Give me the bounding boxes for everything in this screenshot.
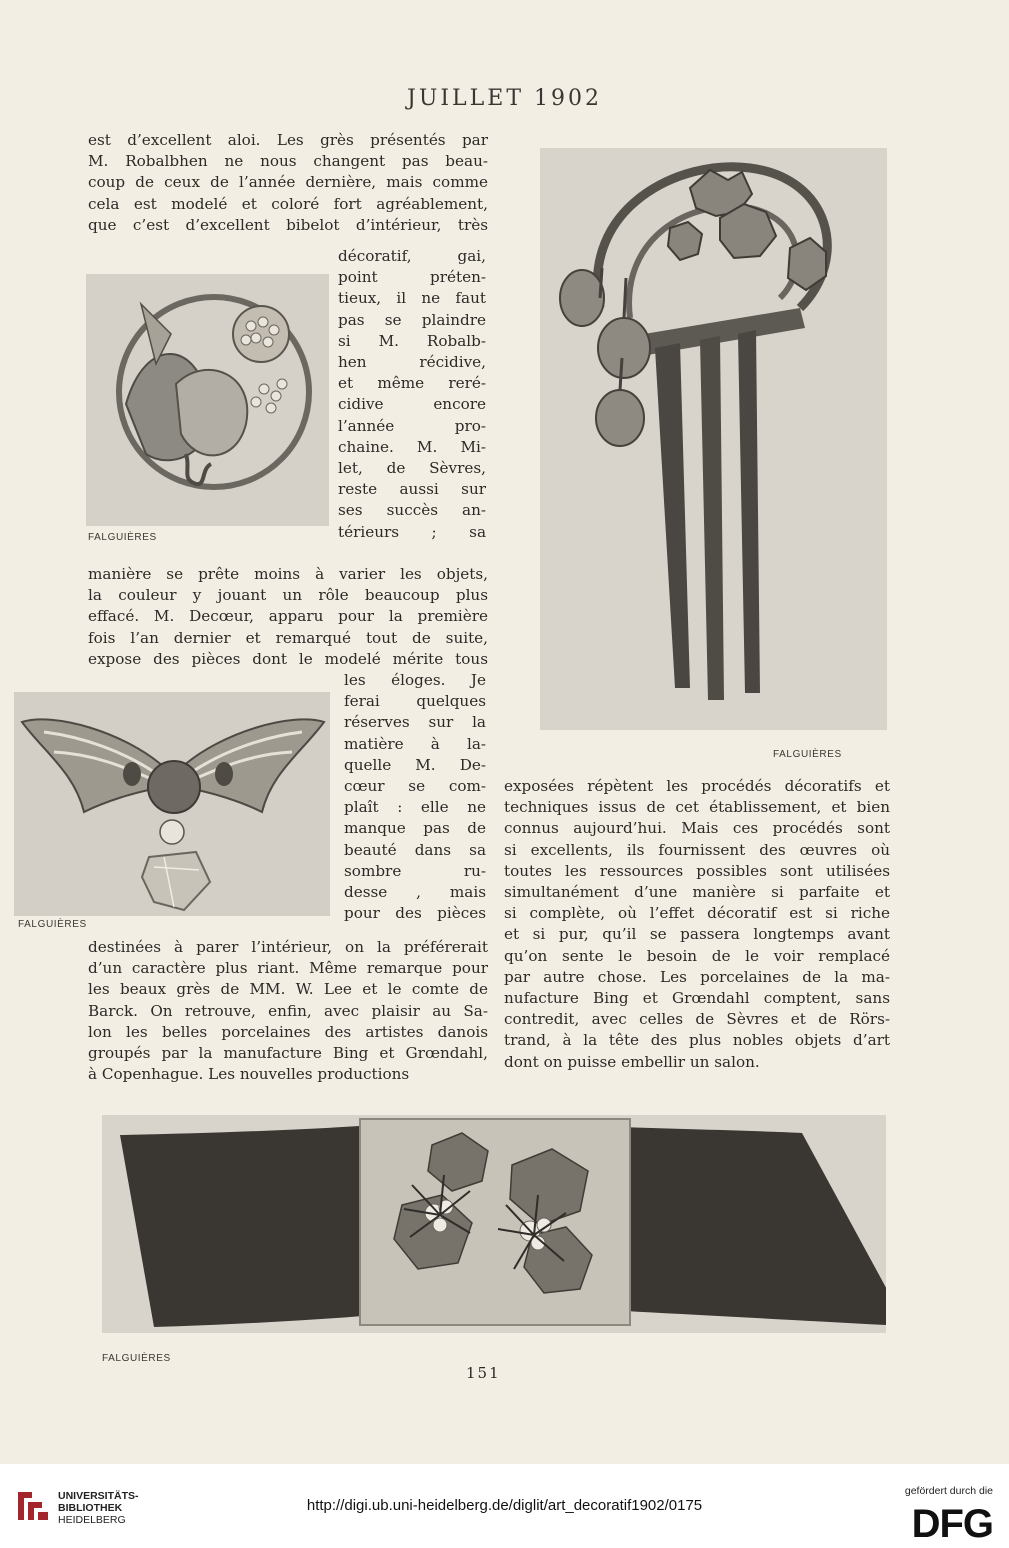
text-line: expose des pièces dont le modelé mérite tous: [88, 649, 488, 668]
caption-belt-buckle: FALGUIÈRES: [102, 1353, 171, 1364]
caption-butterfly: FALGUIÈRES: [18, 919, 87, 930]
text-line: si excellents, ils fournissent des œuvres où: [504, 840, 890, 859]
text-line: térieurs ; sa: [338, 522, 486, 541]
text-line: à Copenhague. Les nouvelles productions: [88, 1065, 410, 1084]
photo-hair-comb: [540, 148, 887, 730]
source-url-link[interactable]: http://digi.ub.uni-heidelberg.de/diglit/art_decoratif1902/0175: [306, 1497, 703, 1514]
text-line: dont on puisse embellir un salon.: [504, 1052, 760, 1071]
text-line: chaine. M. Mi-: [338, 437, 486, 456]
text-line: cidive encore: [338, 395, 486, 414]
text-line: cela est modelé et coloré fort agréablement,: [88, 194, 488, 213]
text-line: sombre ru-: [344, 861, 486, 880]
text-line: ses succès an-: [338, 501, 486, 520]
text-line: manière se prête moins à varier les objets,: [88, 565, 488, 583]
text-line: si M. Robalb-: [338, 331, 486, 350]
text-line: si complète, où l’effet décoratif est si riche: [504, 904, 890, 923]
photo-belt-buckle: [102, 1115, 886, 1333]
text-line: effacé. M. Decœur, apparu pour la première: [88, 607, 488, 626]
page-header: JUILLET 1902: [407, 86, 602, 111]
text-line: point préten-: [338, 268, 486, 287]
text-line: coup de ceux de l’année dernière, mais comme: [88, 173, 488, 192]
text-line: simultanément d’une manière si parfaite et: [504, 883, 890, 902]
text-line: lon les belles porcelaines des artistes danois: [88, 1022, 488, 1041]
text-line: par autre chose. Les porcelaines de la ma-: [504, 967, 890, 986]
library-name: UNIVERSITÄTS- BIBLIOTHEK HEIDELBERG: [58, 1490, 139, 1526]
text-line: plaît : elle ne: [344, 798, 486, 817]
text-line: manque pas de: [344, 819, 486, 838]
text-line: techniques issus de cet établissement, et bien: [504, 798, 890, 817]
text-line: les éloges. Je: [344, 671, 486, 689]
dfg-logo: DFG: [911, 1502, 993, 1546]
text-line: matière à la-: [344, 734, 486, 753]
text-line: connus aujourd’hui. Mais ces procédés sont: [504, 819, 890, 838]
text-line: qu’on sente le besoin de le voir remplacé: [504, 946, 890, 965]
text-line: Barck. On retrouve, enfin, avec plaisir au Sa-: [88, 1001, 488, 1020]
text-line: cœur se com-: [344, 777, 486, 796]
text-line: exposées répètent les procédés décoratifs et: [504, 777, 890, 795]
text-line: pas se plaindre: [338, 310, 486, 329]
paragraph-right-bottom: [504, 776, 890, 1073]
text-line: les beaux grès de MM. W. Lee et le comte de: [88, 980, 488, 999]
text-line: M. Robalbhen ne nous changent pas beau-: [88, 152, 488, 171]
text-line: hen récidive,: [338, 353, 486, 372]
paragraph-left-middle: [88, 564, 488, 670]
text-line: ferai quelques: [344, 692, 486, 711]
text-line: trand, à la tête des plus nobles objets d’art: [504, 1031, 890, 1050]
text-line: et même reré-: [338, 374, 486, 393]
text-line: la couleur y jouant un rôle beaucoup plus: [88, 586, 488, 605]
text-line: tieux, il ne faut: [338, 289, 486, 308]
sponsor-note: gefördert durch die: [904, 1485, 993, 1497]
text-line: beauté dans sa: [344, 840, 486, 859]
text-line: groupés par la manufacture Bing et Grœndahl,: [88, 1044, 488, 1063]
text-line: reste aussi sur: [338, 480, 486, 499]
text-line: pour des pièces: [344, 904, 486, 923]
text-line: et si pur, qu’il se passera longtemps avant: [504, 925, 890, 944]
caption-hair-comb: FALGUIÈRES: [773, 749, 842, 760]
text-line: fois l’an dernier et remarqué tout de suite,: [88, 628, 488, 647]
text-line: quelle M. De-: [344, 755, 486, 774]
text-line: réserves sur la: [344, 713, 486, 732]
paragraph-left-top: [88, 130, 488, 236]
caption-brooch: FALGUIÈRES: [88, 532, 157, 543]
text-line: toutes les ressources possibles sont utilisées: [504, 861, 890, 880]
paragraph-narrow-brooch: [338, 246, 486, 543]
paragraph-narrow-butterfly: [344, 670, 486, 924]
text-line: l’année pro-: [338, 416, 486, 435]
text-line: d’un caractère plus riant. Même remarque pour: [88, 959, 488, 978]
text-line: que c’est d’excellent bibelot d’intérieur, très: [88, 215, 488, 234]
text-line: est d’excellent aloi. Les grès présentés par: [88, 131, 488, 149]
page-number: 151: [466, 1364, 501, 1382]
photo-butterfly-ornament: [14, 692, 330, 916]
photo-brooch: [86, 274, 329, 526]
text-line: let, de Sèvres,: [338, 459, 486, 478]
text-line: nufacture Bing et Grœndahl comptent, sans: [504, 989, 890, 1008]
text-line: contredit, avec celles de Sèvres et de Rörs-: [504, 1010, 890, 1029]
text-line: décoratif, gai,: [338, 247, 486, 265]
paragraph-left-bottom: [88, 937, 488, 1085]
text-line: desse , mais: [344, 883, 486, 902]
text-line: destinées à parer l’intérieur, on la préférerait: [88, 938, 488, 956]
